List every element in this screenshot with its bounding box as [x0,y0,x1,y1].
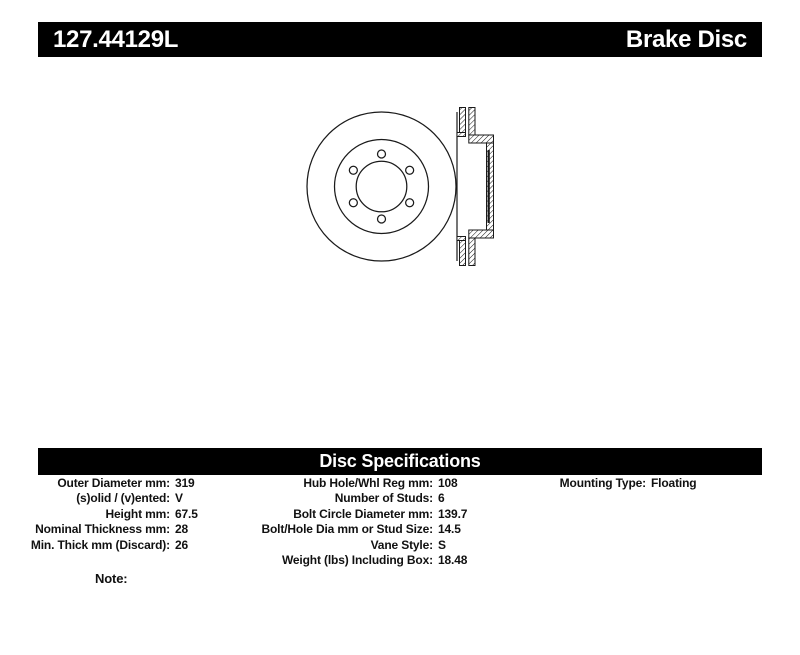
spec-column-mounting [250,476,467,569]
hat-flange-bottom [469,230,494,238]
spec-label: (s)olid / (v)ented: [76,491,170,506]
spec-value: 139.7 [438,506,468,521]
stud-hole [378,150,386,158]
spec-label: Weight (lbs) Including Box: [281,553,433,568]
spec-label: Vane Style: [370,537,433,552]
spec-section-header [38,448,762,475]
stud-hole [378,215,386,223]
stud-hole [349,166,357,174]
spec-row [530,476,696,491]
spec-row [20,538,198,553]
spec-row [250,507,467,522]
stud-hole [406,166,414,174]
disc-cross-section [457,108,494,266]
spec-section-title: Disc Specifications [319,451,481,471]
spec-label: Min. Thick mm (Discard): [30,537,170,552]
header-bar [38,22,762,57]
stud-hole [406,199,414,207]
inboard-plate-top [469,108,475,136]
spec-label: Mounting Type: [559,476,646,490]
inboard-plate-bottom [469,238,475,266]
spec-value: 28 [175,522,189,537]
product-type: Brake Disc [625,25,747,53]
hat-wall [487,143,494,230]
note-label: Note: [95,571,128,586]
spec-value: 108 [438,476,458,490]
hub-flange-circle [335,140,429,234]
spec-value: 319 [175,476,195,490]
outboard-foot-top [457,133,466,137]
spec-row [250,553,467,568]
spec-value: 14.5 [438,522,461,537]
spec-row [20,522,198,537]
spec-value: Floating [651,476,697,490]
brake-disc-drawing-svg [280,85,520,300]
outboard-plate-bottom [460,241,466,266]
spec-label: Bolt/Hole Dia mm or Stud Size: [261,522,433,537]
hat-flange-top [469,135,494,143]
spec-label: Height mm: [105,506,170,521]
part-number: 127.44129L [53,25,179,53]
spec-label: Nominal Thickness mm: [35,522,170,537]
spec-value: 67.5 [175,506,198,521]
spec-label: Bolt Circle Diameter mm: [293,506,433,521]
spec-row [250,476,467,491]
outboard-foot-bottom [457,237,466,241]
outer-diameter-circle [307,112,456,261]
spec-row [250,538,467,553]
spec-row [20,507,198,522]
disc-front-view [307,112,456,261]
spec-value: S [438,537,446,552]
spec-value: 26 [175,537,189,552]
outboard-plate-top [460,108,466,133]
spec-value: 6 [438,491,445,506]
spec-column-dimensions [20,476,198,553]
spec-label: Hub Hole/Whl Reg mm: [303,476,433,490]
spec-row [20,491,198,506]
spec-row [250,522,467,537]
stud-hole [349,199,357,207]
spec-row [20,476,198,491]
spec-label: Outer Diameter mm: [57,476,170,490]
spec-value: V [175,491,183,506]
spec-column-type [530,476,696,491]
spec-label: Number of Studs: [334,491,433,506]
hub-hole-circle [356,161,407,212]
spec-row [250,491,467,506]
spec-value: 18.48 [438,553,468,568]
brake-disc-drawing [280,85,520,300]
